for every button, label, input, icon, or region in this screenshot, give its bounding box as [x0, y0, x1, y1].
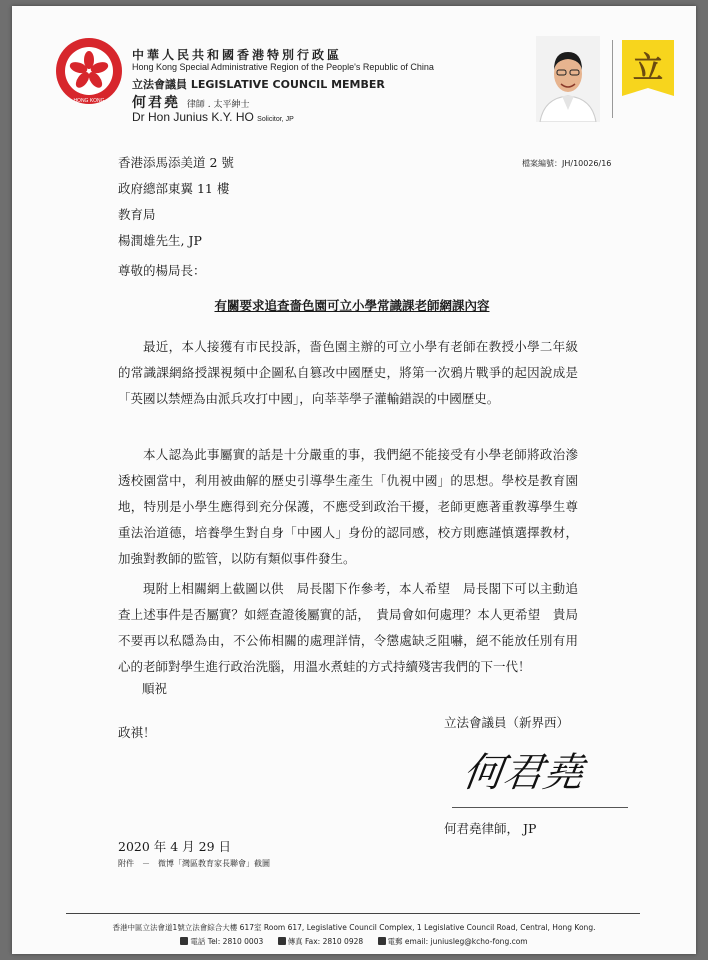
- phone-icon: [180, 937, 188, 945]
- government-name-en: Hong Kong Special Administrative Region of the People's Republic of China: [132, 62, 434, 72]
- handwritten-signature: [458, 740, 628, 800]
- footer-address: 香港中區立法會道1號立法會綜合大樓 617室 Room 617, Legislative Council Complex, 1 Legislative Council Road, Central, Hong Kong.: [112, 923, 596, 932]
- signature-glyphs: 何君堯: [460, 750, 587, 796]
- member-name-en-suffix: Solicitor, JP: [257, 116, 294, 123]
- member-name-zh-suffix: 律師 . 太平紳士: [186, 100, 250, 110]
- file-reference: 檔案編號：JH/10026/16: [522, 159, 612, 168]
- letter-date: 2020 年 4 月 29 日: [118, 839, 232, 854]
- footer-contacts: [42, 936, 666, 947]
- closing-1: 順祝: [142, 681, 168, 696]
- government-name-zh: 中華人民共和國香港特別行政區: [132, 48, 343, 62]
- member-name-zh: [132, 92, 249, 112]
- footer-divider: [66, 913, 640, 914]
- member-name-zh-main: 何君堯: [132, 95, 180, 111]
- member-name-en: [132, 110, 294, 124]
- member-title: [132, 76, 385, 92]
- signer-role: 立法會議員（新界西）: [444, 715, 570, 730]
- fax-icon: [278, 937, 286, 945]
- member-portrait: [536, 36, 600, 122]
- footer-tel-text: 電話 Tel: 2810 0003: [190, 937, 264, 946]
- footer-fax-text: 傳真 Fax: 2810 0928: [287, 937, 364, 946]
- footer-email-text: 電郵 email: juniusleg@kcho-fong.com: [387, 937, 528, 946]
- party-logo: [622, 40, 674, 102]
- signature-line: [452, 807, 628, 808]
- letter-page: [12, 6, 696, 954]
- body-paragraph-3: 現附上相關網上截圖以供 局長閣下作參考，本人希望 局長閣下可以主動追查上述事件是否屬實？如經查證後屬實的話， 貴局會如何處理？本人更希望 貴局不要再以私隱為由，不公佈相關的處理詳情，令懲處缺乏阻嚇，絕不能放任別有用心的老師對學生進行政治洗腦，用溫水煮蛙的方式持續殘害我們的下一代！: [118, 581, 578, 674]
- recipient-address: [118, 150, 418, 254]
- member-name-en-main: Dr Hon Junius K.Y. HO: [132, 110, 254, 124]
- address-line: 香港添馬添美道 2 號: [118, 155, 234, 170]
- header-divider: [612, 40, 613, 118]
- address-line: 教育局: [118, 207, 156, 222]
- signer-name: 何君堯律師， JP: [444, 821, 537, 836]
- member-title-en: LEGISLATIVE COUNCIL MEMBER: [190, 78, 385, 91]
- footer-tel: [180, 937, 263, 946]
- email-icon: [378, 937, 386, 945]
- closing-2: 政祺！: [118, 725, 156, 740]
- footer-email: [378, 937, 528, 946]
- footer-fax: [278, 937, 364, 946]
- hksar-emblem-icon: [54, 36, 124, 106]
- letter-subject: 有關要求追查嗇色園可立小學常識課老師網課內容: [214, 298, 490, 313]
- member-title-zh: 立法會議員: [132, 78, 187, 91]
- salutation: 尊敬的楊局長：: [118, 263, 206, 278]
- emblem-caption: HONG KONG: [73, 98, 105, 104]
- address-line: 政府總部東翼 11 樓: [118, 181, 230, 196]
- body-paragraph-2: 本人認為此事屬實的話是十分嚴重的事，我們絕不能接受有小學老師將政治滲透校園當中，利用被曲解的歷史引導學生產生「仇視中國」的思想。學校是教育園地，特別是小學生應得到充分保護，不應受到政治干擾，老師更應著重教導學生尊重法治道德，培養學生對自身「中國人」身份的認同感，校方則應謹慎選擇教材，加強對教師的監管，以防有類似事件發生。: [118, 447, 578, 566]
- party-logo-char: 立: [633, 51, 663, 86]
- attachment-note: 附件 － 微博「灣區教育家長聯會」截圖: [118, 859, 270, 868]
- body-paragraph-1: 最近，本人接獲有市民投訴，嗇色園主辦的可立小學有老師在教授小學二年級的常識課網絡授課視頻中企圖私自篡改中國歷史，將第一次鴉片戰爭的起因說成是「英國以禁煙為由派兵攻打中國」，向莘莘學子灌輸錯誤的中國歷史。: [118, 339, 578, 406]
- address-line: 楊潤雄先生, JP: [118, 233, 202, 248]
